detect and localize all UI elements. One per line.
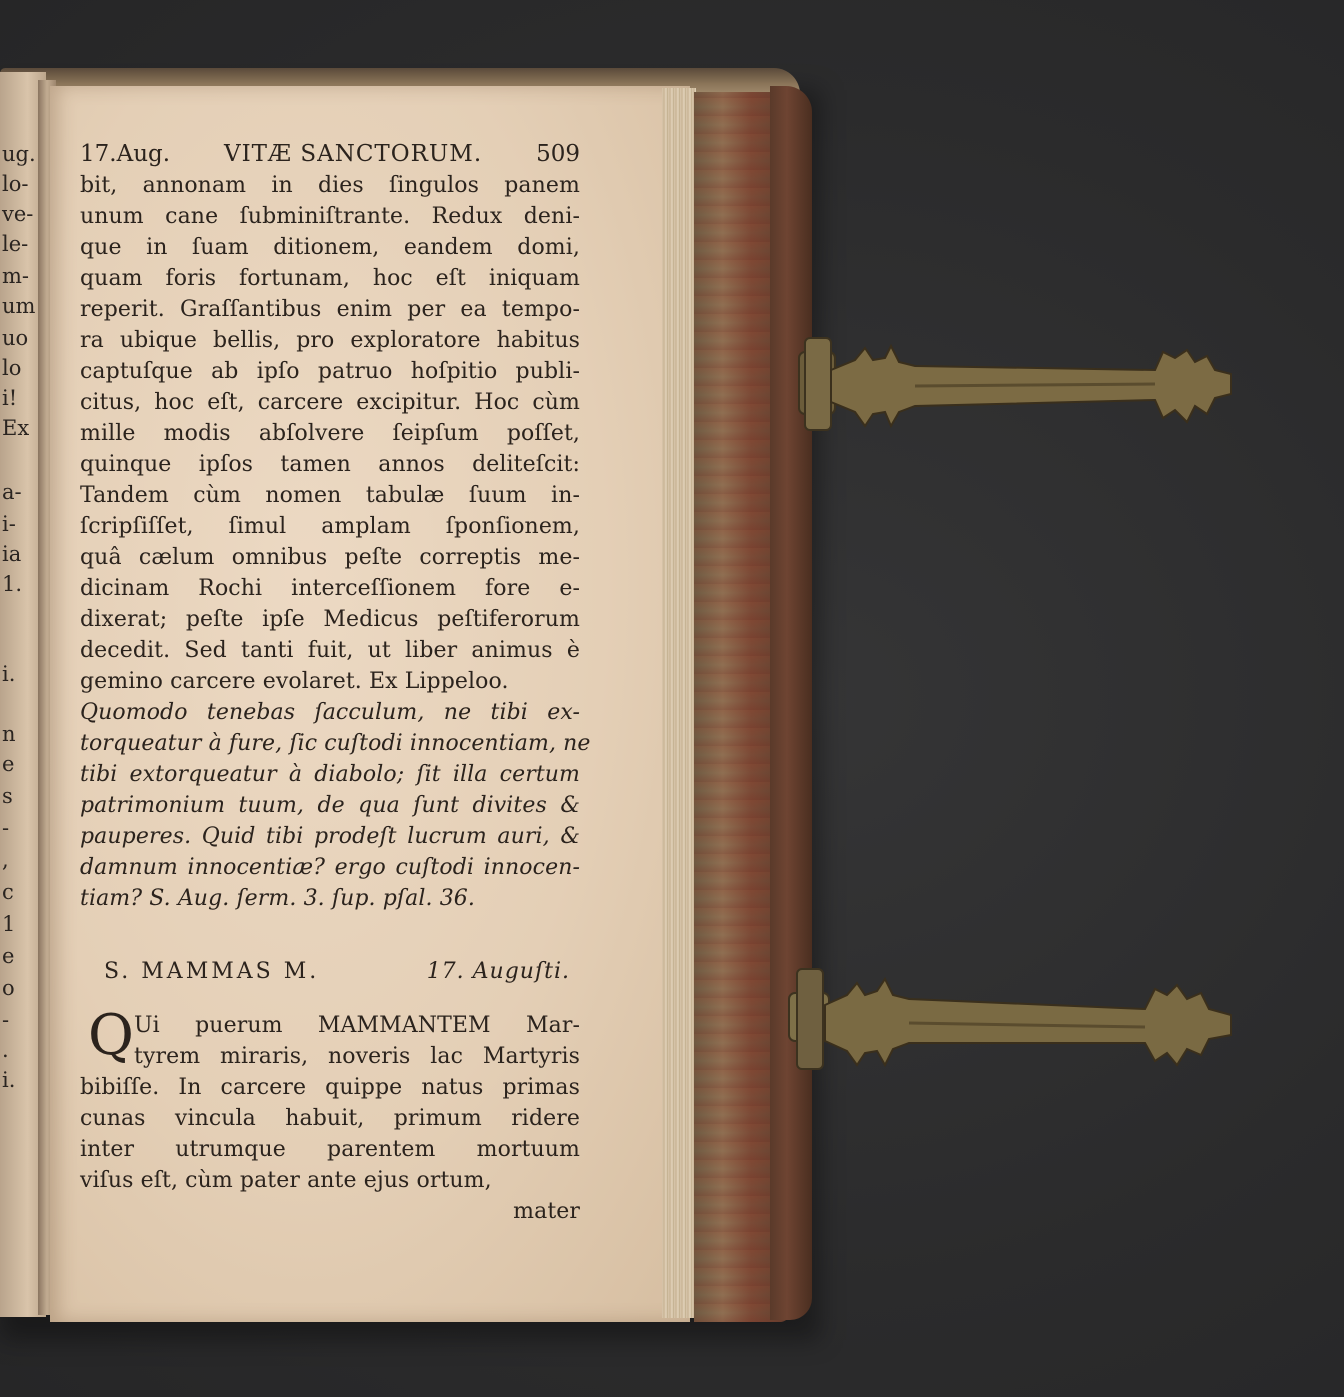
body-line: mille modis abſolvere ſeipſum poſſet, — [80, 421, 580, 446]
section-line: cunas vincula habuit, primum ridere — [80, 1106, 580, 1131]
section-line: viſus eſt, cùm pater ante ejus ortum, — [80, 1168, 492, 1193]
left-page-fragment-text: . — [2, 1038, 9, 1062]
left-page-fragment-text: e — [2, 752, 15, 776]
left-page-fragment-text: i- — [2, 512, 16, 536]
body-line: bit, annonam in dies ſingulos panem — [80, 173, 580, 198]
section-title: S. MAMMAS M. — [104, 959, 320, 984]
left-page-fragment-text: a- — [2, 480, 22, 504]
left-page-fragment-text: lo — [2, 356, 22, 380]
quote-line: torqueatur à fure, ſic cuſtodi innocentiam, ne — [80, 731, 591, 756]
body-line: ra ubique bellis, pro exploratore habitus — [80, 328, 580, 353]
body-line: quam foris fortunam, hoc eſt iniquam — [80, 266, 580, 291]
header-date: 17.Aug. — [80, 141, 171, 167]
left-page-fragment-text: le- — [2, 232, 29, 256]
left-page-fragment-text: ug. — [2, 142, 36, 166]
section-line: inter utrumque parentem mortuum — [80, 1137, 580, 1162]
page-edges — [662, 88, 696, 1318]
page-number: 509 — [536, 141, 580, 167]
left-page-fragment-text: uo — [2, 326, 29, 350]
left-page-fragment-text: um — [2, 294, 36, 318]
body-line: ſcripſiſſet, ſimul amplam ſponſionem, — [80, 514, 580, 539]
upper-clasp-icon — [795, 330, 1240, 440]
left-page-fragment-text: n — [2, 722, 16, 746]
section-line: tyrem miraris, noveris lac Martyris — [134, 1044, 580, 1069]
left-page-fragment-text: m- — [2, 264, 30, 288]
left-page-fragment-text: Ex — [2, 416, 30, 440]
body-line: decedit. Sed tanti fuit, ut liber animus è — [80, 638, 580, 663]
body-line: quâ cælum omnibus peſte correptis me- — [80, 545, 580, 570]
body-line: captuſque ab ipſo patruo hoſpitio publi- — [80, 359, 580, 384]
left-page-fragment-text: s — [2, 784, 13, 808]
left-page-fragment-text: o — [2, 976, 15, 1000]
body-line: quinque ipſos tamen annos deliteſcit: — [80, 452, 580, 477]
left-page-fragment-text: - — [2, 1008, 10, 1032]
book-cover-edge — [770, 86, 812, 1320]
left-page-fragment-text: , — [2, 848, 9, 872]
page-text-block — [80, 138, 591, 1227]
left-page-fragment-text: - — [2, 816, 10, 840]
left-page-fragment-text: ia — [2, 542, 22, 566]
body-line: unum cane ſubminiſtrante. Redux deni- — [80, 204, 580, 229]
left-page-fragment-text: ve- — [2, 202, 34, 226]
drop-cap: Q — [88, 1003, 134, 1068]
section-line: Ui puerum MAMMANTEM Mar- — [134, 1013, 580, 1038]
body-line: dicinam Rochi interceſſionem fore e- — [80, 576, 580, 601]
body-line: Tandem cùm nomen tabulæ ſuum in- — [80, 483, 580, 508]
left-page-fragment-text: i. — [2, 662, 16, 686]
running-title: VITÆ SANCTORUM. — [223, 141, 483, 167]
body-line: que in ſuam ditionem, eandem domi, — [80, 235, 580, 260]
section-paragraph — [80, 1003, 580, 1196]
catchword: mater — [513, 1199, 580, 1224]
quote-line: tibi extorqueatur à diabolo; ſit illa certum — [80, 762, 580, 787]
section-line: bibiſſe. In carcere quippe natus primas — [80, 1075, 580, 1100]
left-page-fragment-text: c — [2, 880, 14, 904]
running-header — [80, 138, 580, 170]
left-page-fragment-text: 1. — [2, 572, 23, 596]
quotation-paragraph — [80, 697, 591, 914]
body-line: citus, hoc eſt, carcere excipitur. Hoc cùm — [80, 390, 580, 415]
quote-line: patrimonium tuum, de qua ſunt divites & — [80, 793, 580, 818]
section-heading — [80, 954, 580, 990]
quote-line: Quomodo tenebas ſacculum, ne tibi ex- — [80, 700, 580, 725]
left-page-fragment-text: lo- — [2, 172, 29, 196]
body-line: dixerat; peſte ipſe Medicus peſtiferorum — [80, 607, 580, 632]
body-line: reperit. Graſſantibus enim per ea tempo- — [80, 297, 580, 322]
quote-line: pauperes. Quid tibi prodeſt lucrum auri, & — [80, 824, 580, 849]
body-paragraph — [80, 170, 580, 697]
quote-line: damnum innocentiæ? ergo cuſtodi innocen- — [80, 855, 580, 880]
left-page-fragment-text: e — [2, 944, 15, 968]
left-page-fragment-text: 1 — [2, 912, 16, 936]
section-date: 17. Auguſti. — [426, 959, 570, 984]
left-page-fragment-text: i. — [2, 1068, 16, 1092]
quote-line: tiam? S. Aug. ſerm. 3. ſup. pſal. 36. — [80, 886, 475, 911]
lower-clasp-icon — [785, 965, 1240, 1085]
body-line: gemino carcere evolaret. Ex Lippeloo. — [80, 669, 509, 694]
left-page-fragment-text: i! — [2, 386, 18, 410]
